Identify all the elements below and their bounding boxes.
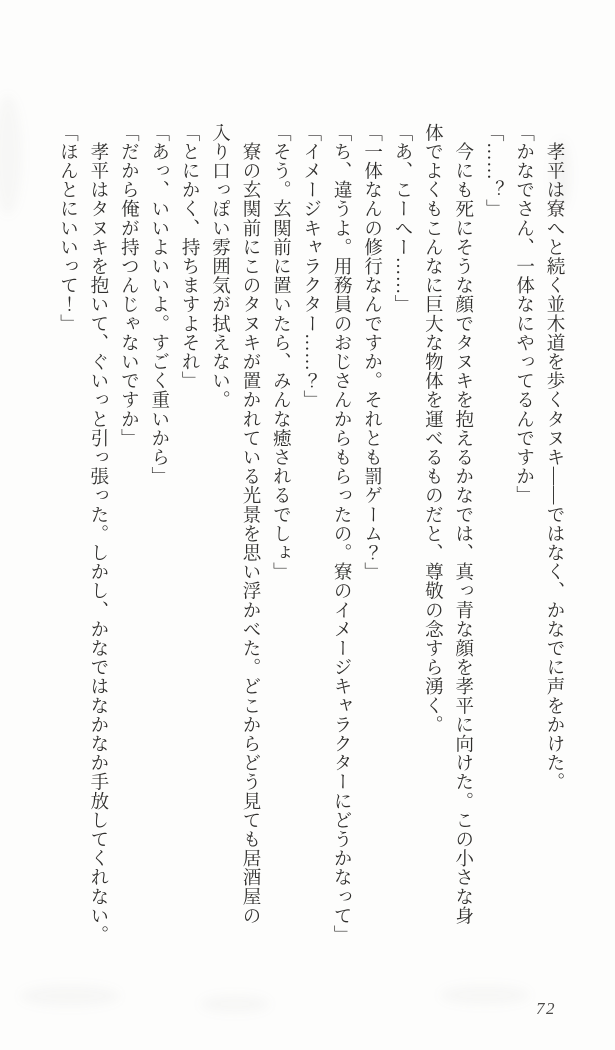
text-line: 入り口っぽい雰囲気が拭えない。 [209,123,230,410]
vertical-text-block [52,123,569,947]
scan-smudge [0,95,22,215]
text-line: 「あ、こーへー……」 [391,123,412,314]
text-line: 「かなでさん、一体なにやってるんですか」 [513,123,534,505]
text-line: 今にも死にそうな顔でタヌキを抱えるかなでは、真っ青な顔を孝平に向けた。この小さな身 [452,123,473,926]
text-line: 「イメージキャラクター……？」 [300,123,321,410]
text-line: 「だから俺が持つんじゃないですか」 [118,123,139,448]
scan-smudge [200,995,270,1013]
scan-smudge [440,985,530,1005]
text-line: 寮の玄関前にこのタヌキが置かれている光景を思い浮かべた。どこからどう見ても居酒屋の [239,123,260,926]
text-line: 「あっ、いいよいいよ。すごく重いから」 [148,123,169,486]
text-line: 「一体なんの修行なんですか。それとも罰ゲーム？」 [361,123,382,582]
text-line: 「とにかく、持ちますよそれ」 [179,123,200,391]
scan-smudge [20,985,120,1007]
text-line: 「そう。玄関前に置いたら、みんな癒されるでしょ」 [270,123,291,582]
text-line: 孝平はタヌキを抱いて、ぐいっと引っ張った。しかし、かなではなかなか手放してくれない。 [87,123,108,945]
text-line: 孝平は寮へと続く並木道を歩くタヌキ――ではなく、かなでに声をかけた。 [544,123,564,792]
text-line: 「……？」 [483,123,504,219]
text-line: 「ほんとにいいって！」 [57,123,78,334]
page-number: 72 [536,999,556,1018]
text-line: 「ち、違うよ。用務員のおじさんからもらったの。寮のイメージキャラクターにどうかなって」 [331,123,352,945]
text-line: 体でよくもこんなに巨大な物体を運べるものだと、尊敬の念すら湧く。 [422,123,443,735]
